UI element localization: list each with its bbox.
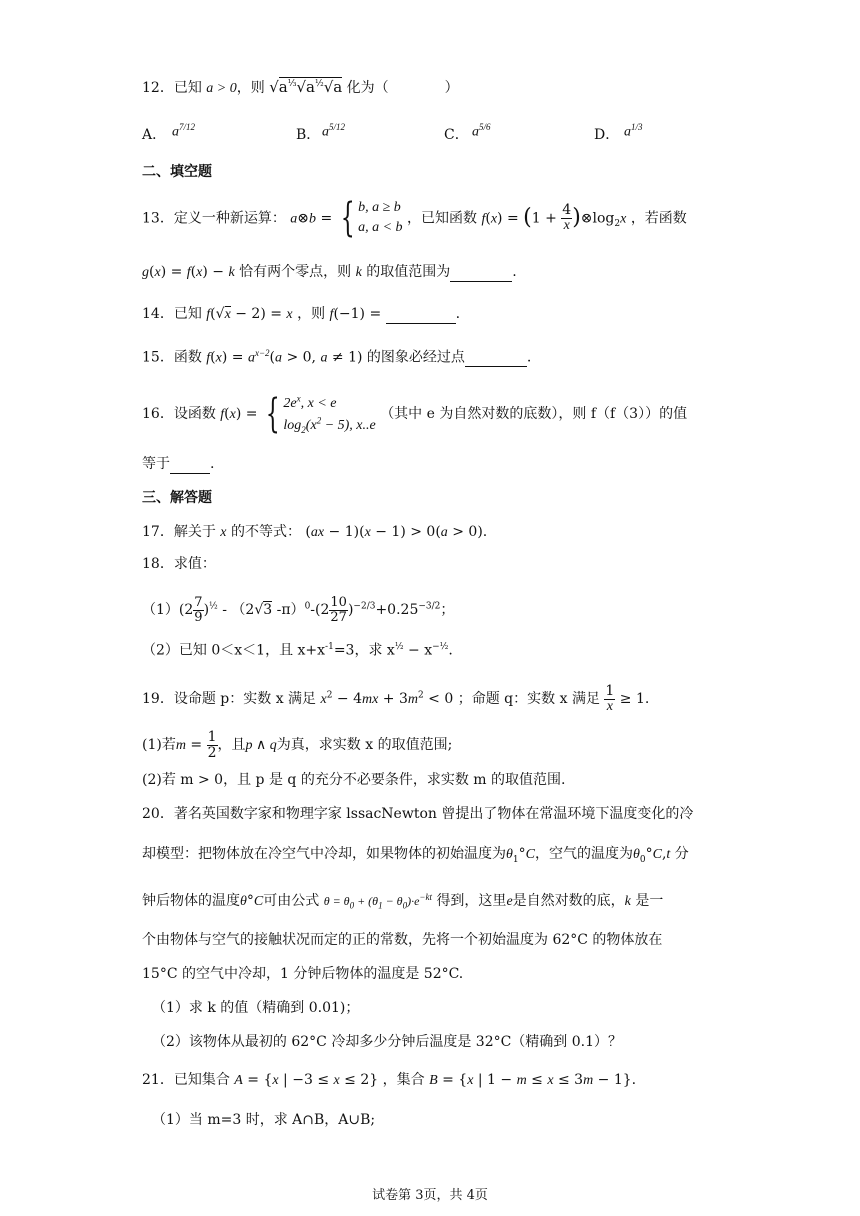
q18-stem: 18．求值：: [142, 556, 216, 572]
q20-line1: 20．著名英国数字家和物理字家 lssacNewton 曾提出了物体在常温环境下温度变化的冷: [142, 806, 694, 822]
q19-part1: (1)若m = $\frac{1}{2}$ ，且p ∧ q为真，求实数 x 的取值范围;: [142, 729, 453, 761]
option-label: A．: [142, 127, 167, 143]
q21-part1: （1）当 m=3 时，求 A∩B，A∪B;: [152, 1112, 376, 1128]
nested-radical-expression: $√a^{\frac{1}{3}}√a^{\frac{1}{2}}√a$: [269, 78, 343, 96]
q16-line1: 16．设函数 f(x) = { $2e^x$, x < e $\log_2(x^2 - 5)$, x..e （其中 e 为自然对数的底数），则 f（f（3））的值: [142, 391, 688, 438]
option-a-expr: $a^{7/12}$: [172, 122, 196, 140]
q13-line1: 13．定义一种新运算： a⊗b = { b, a ≥ b a, a < b ，已知函数 f(x) = (1 + $\frac{4}{x}$ )$\otimes\log_2x$ ，若函数: [142, 195, 687, 242]
q19-stem: 19．设命题 p：实数 x 满足 $x^2 - 4mx + 3m^2 < 0$ ；命题 q：实数 x 满足 $\frac{1}{x}$ ≥ 1.: [142, 683, 650, 714]
question-number: 12．: [142, 80, 174, 96]
q20-part2: （2）该物体从最初的 62°C 冷却多少分钟后温度是 32°C（精确到 0.1）？: [152, 1034, 623, 1050]
q21-stem: 21．已知集合 A = {x | −3 ≤ x ≤ 2} ，集合 B = {x | 1 − m ≤ x ≤ 3m − 1}.: [142, 1072, 637, 1088]
q20-line4: 个由物体与空气的接触状况而定的正的常数，先将一个初始温度为 62°C 的物体放在: [142, 932, 663, 948]
option-label: C．: [444, 127, 469, 143]
section-heading: 二、填空题: [142, 164, 212, 180]
q16-line2: 等于 .: [142, 456, 215, 472]
option-d-expr: $a^{1/3}$: [624, 122, 643, 140]
section-heading: 三、解答题: [142, 490, 212, 506]
q12-stem: 12．已知 a > 0，则 $√a^{\frac{1}{3}}√a^{\frac{1}{2}}√a$ 化为（ ）: [142, 78, 459, 96]
q15: 15．函数 $f(x) = a^{x-2}(a > 0$, a ≠ 1) 的图象必经过点 .: [142, 348, 532, 366]
option-label: B．: [296, 127, 321, 143]
option-label: D．: [594, 127, 620, 143]
q19-part2: (2)若 m > 0，且 p 是 q 的充分不必要条件，求实数 m 的取值范围.: [142, 772, 566, 788]
q20-line2: 却模型：把物体放在冷空气中冷却，如果物体的初始温度为$\theta_1^\circ C$，空气的温度为$\theta_0^\circ C,t$ 分: [142, 846, 689, 865]
q13-line2: g(x) = f(x) − k 恰有两个零点，则 k 的取值范围为 .: [142, 264, 517, 280]
q14: 14．已知 f(√x − 2) = x ，则 f(−1) = .: [142, 306, 461, 322]
option-c-expr: $a^{5/6}$: [472, 122, 491, 140]
q20-line5: 15°C 的空气中冷却，1 分钟后物体的温度是 52°C.: [142, 966, 464, 982]
q18-part2: （2）已知 0＜x＜1，且 $x+x^{-1}=3$，求 $x^{\frac{1}{2}} - x^{-\frac{1}{2}}$.: [142, 642, 453, 659]
q18-part1: （1）(2 $\frac{7}{9}$ )$^{\frac{1}{2}}$ - （2√3 -π）$^0$-(2 $\frac{10}{27}$ )$^{-2/3}+0.25^{-3/2}$；: [142, 595, 455, 625]
q20-line3: 钟后物体的温度θ°C可由公式 $\theta = \theta_0 + (\theta_1 - \theta_0)\cdot e^{-kt}$ 得到，这里e是自然对数的底，k 是一: [142, 892, 664, 911]
page-footer: 试卷第 3页，共 4页: [372, 1188, 488, 1203]
q20-part1: （1）求 k 的值（精确到 0.01)；: [152, 1000, 360, 1016]
q17: 17．解关于 x 的不等式： (ax − 1)(x − 1) > 0(a > 0).: [142, 524, 488, 540]
option-b-expr: $a^{5/12}$: [322, 122, 346, 140]
